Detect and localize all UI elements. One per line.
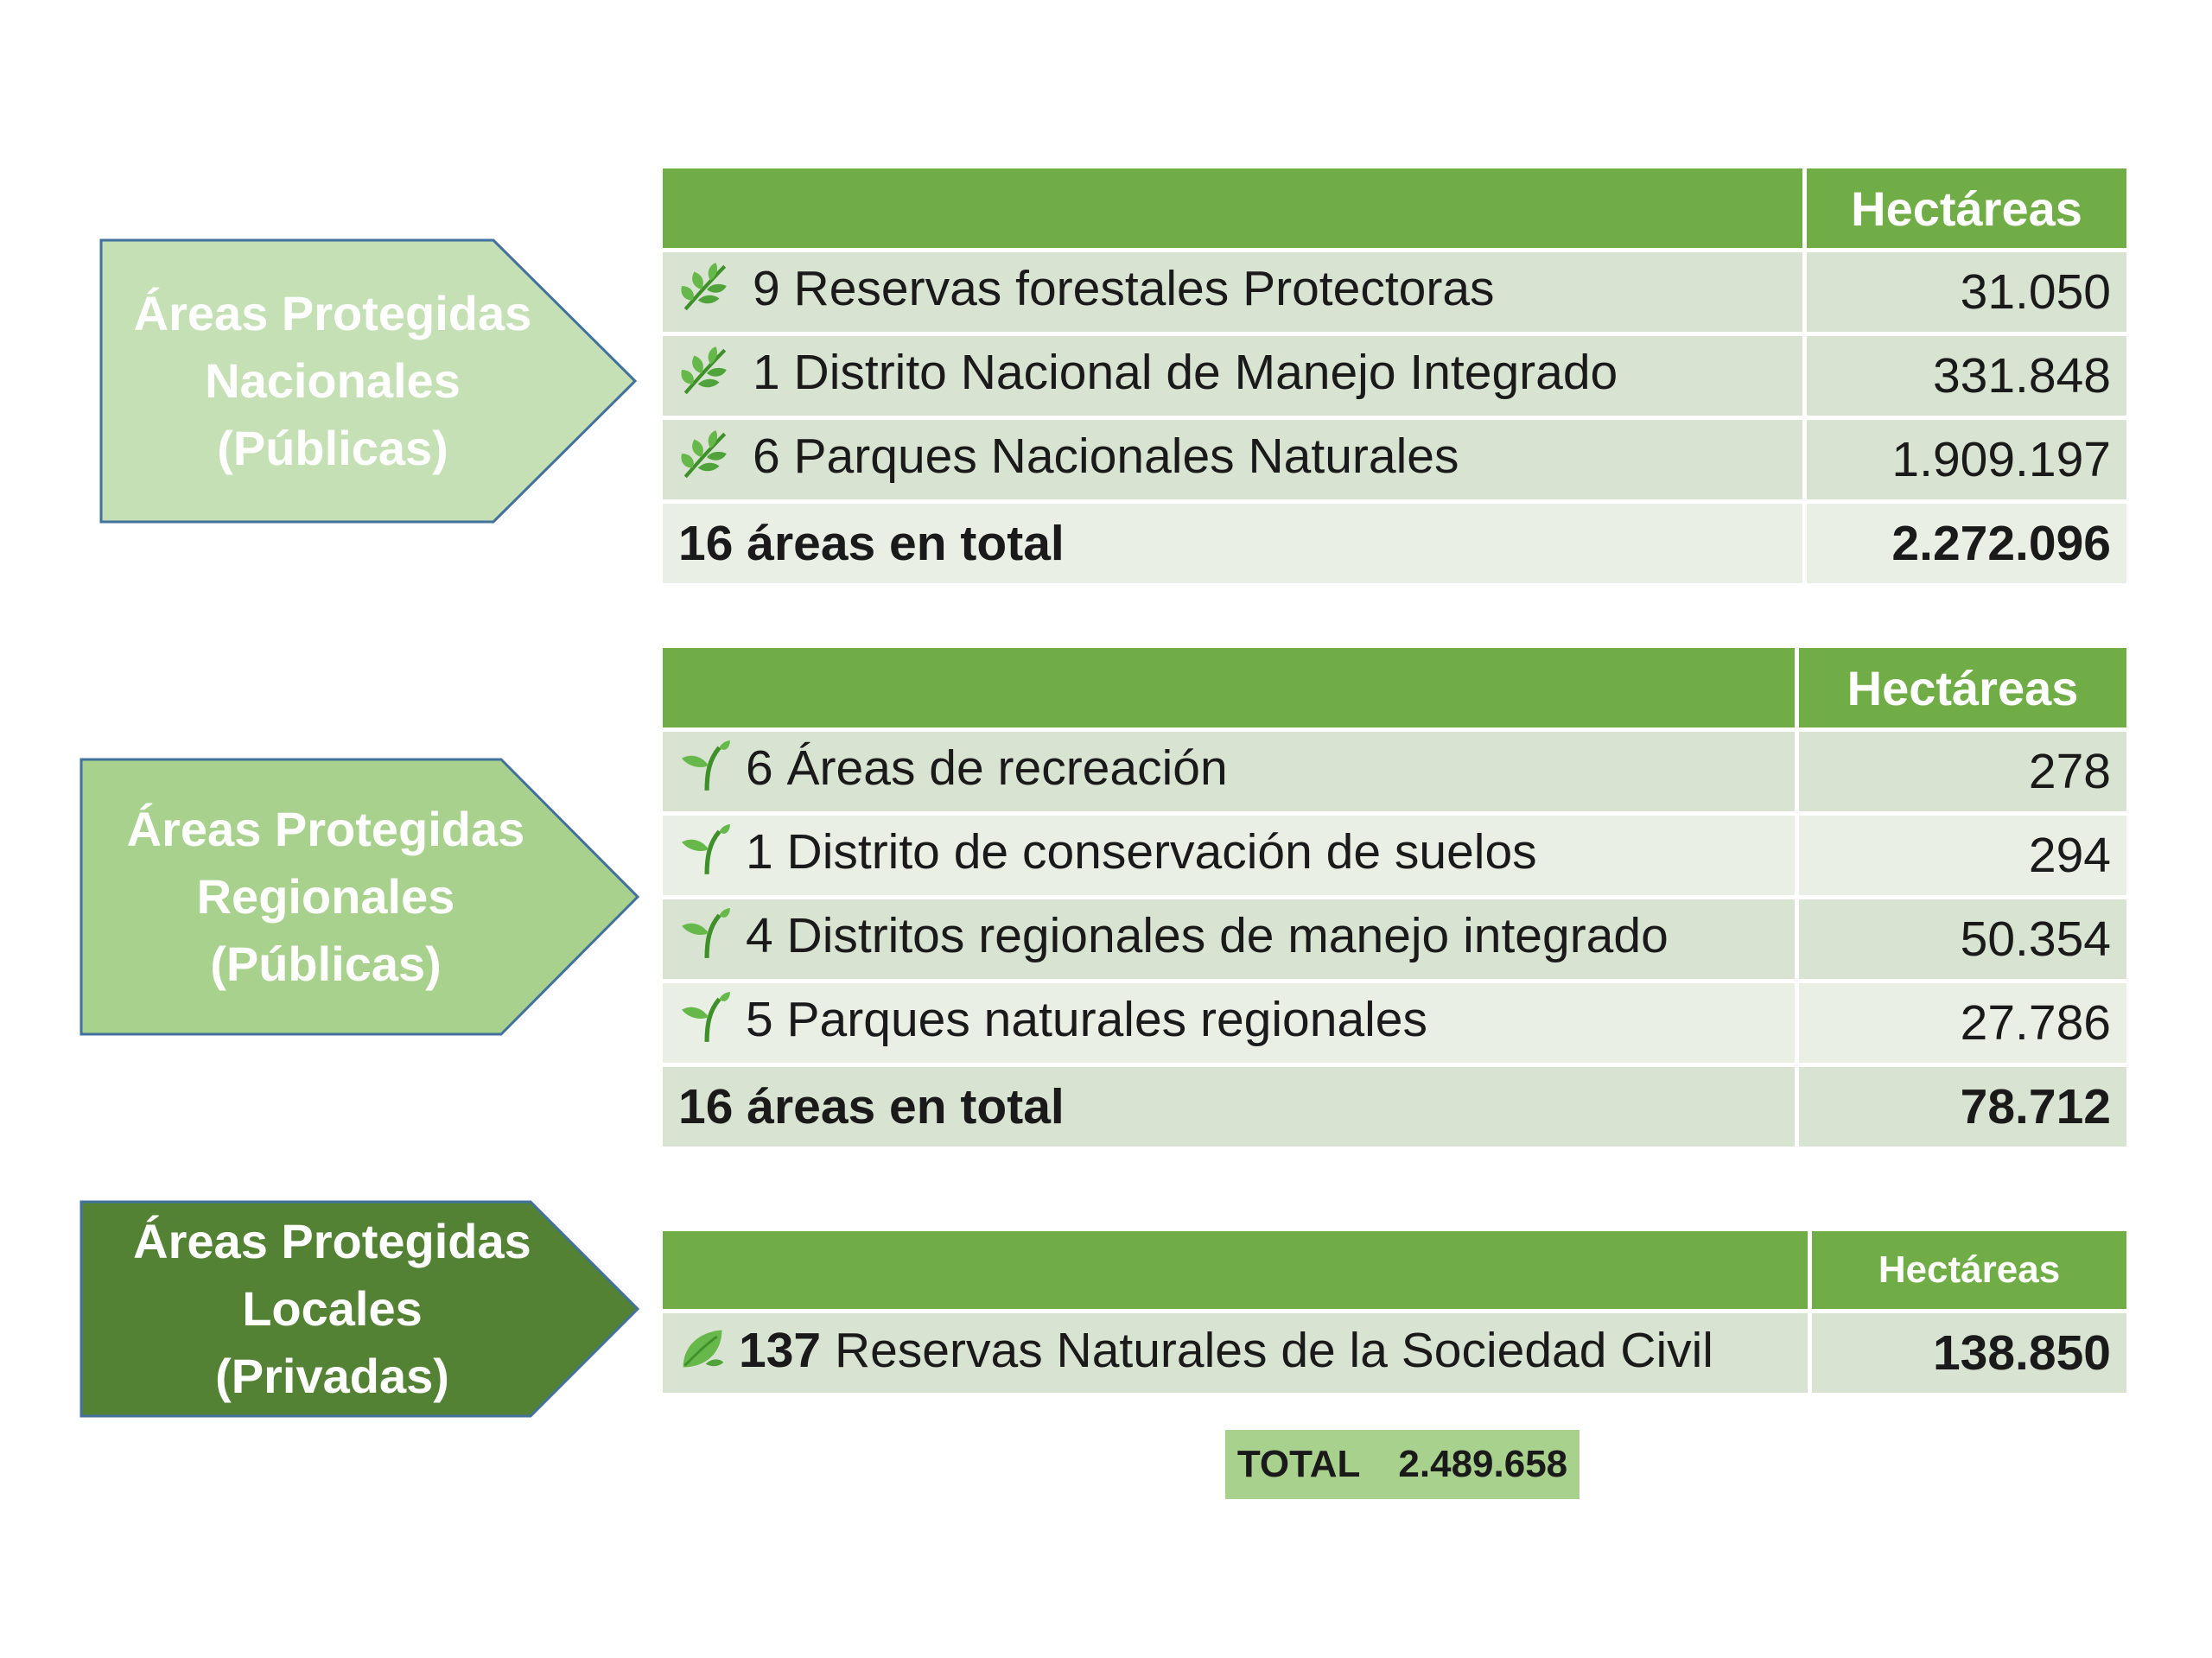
grand-total-box xyxy=(1225,1430,1580,1499)
table-row xyxy=(661,981,2129,1065)
header-hectareas: Hectáreas xyxy=(1810,1229,2129,1312)
arrow-line-1: Áreas Protegidas xyxy=(133,286,532,340)
table-regionales xyxy=(658,644,2131,1151)
table-row xyxy=(661,418,2129,502)
row-label: 6 Parques Nacionales Naturales xyxy=(753,429,1459,485)
total-value: 78.712 xyxy=(1797,1065,2129,1149)
row-count: 137 xyxy=(739,1323,822,1379)
header-hectareas: Hectáreas xyxy=(1805,167,2129,251)
row-value: 294 xyxy=(1797,814,2129,898)
header-blank-cell xyxy=(661,646,1797,730)
table-row xyxy=(661,1312,2129,1395)
seedling-icon xyxy=(678,739,732,804)
row-label: 1 Distrito Nacional de Manejo Integrado xyxy=(753,345,1618,401)
arrow-regionales xyxy=(79,758,639,1036)
header-blank-cell xyxy=(661,1229,1810,1312)
arrow-label xyxy=(99,238,566,524)
row-label: 5 Parques naturales regionales xyxy=(746,992,1428,1048)
arrow-line-2: Locales xyxy=(242,1281,423,1336)
total-value: 2.272.096 xyxy=(1805,502,2129,586)
row-value: 50.354 xyxy=(1797,898,2129,981)
table-locales xyxy=(658,1227,2131,1397)
row-label-cell xyxy=(661,730,1797,814)
arrow-locales xyxy=(79,1200,639,1418)
herb-icon xyxy=(678,427,732,492)
header-hectareas: Hectáreas xyxy=(1797,646,2129,730)
arrow-line-3: (Privadas) xyxy=(215,1349,449,1403)
table-row xyxy=(661,814,2129,898)
arrow-line-3: (Públicas) xyxy=(217,421,448,475)
arrow-label xyxy=(79,758,572,1036)
arrow-nacionales xyxy=(99,238,637,524)
row-value: 138.850 xyxy=(1810,1312,2129,1395)
row-label-cell xyxy=(661,981,1797,1065)
table-row xyxy=(661,730,2129,814)
row-label: Reservas Naturales de la Sociedad Civil xyxy=(821,1323,1713,1379)
row-label-cell xyxy=(661,814,1797,898)
table-header-row xyxy=(661,1229,2129,1312)
seedling-icon xyxy=(678,823,732,888)
row-label: 4 Distritos regionales de manejo integrado xyxy=(746,908,1669,964)
row-value: 278 xyxy=(1797,730,2129,814)
row-label: 9 Reservas forestales Protectoras xyxy=(753,261,1495,317)
table-nacionales xyxy=(658,164,2131,588)
grand-total-label: TOTAL xyxy=(1236,1443,1361,1485)
row-label-cell xyxy=(661,898,1797,981)
grand-total-value: 2.489.658 xyxy=(1398,1443,1568,1485)
arrow-line-3: (Públicas) xyxy=(210,937,442,991)
arrow-line-1: Áreas Protegidas xyxy=(133,1214,531,1268)
leaf-icon xyxy=(678,1324,727,1384)
arrow-line-2: Nacionales xyxy=(205,353,461,408)
seedling-icon xyxy=(678,990,732,1056)
row-value: 1.909.197 xyxy=(1805,418,2129,502)
row-value: 27.786 xyxy=(1797,981,2129,1065)
total-label: 16 áreas en total xyxy=(661,502,1805,586)
row-value: 331.848 xyxy=(1805,334,2129,418)
header-blank-cell xyxy=(661,167,1805,251)
arrow-line-1: Áreas Protegidas xyxy=(126,802,525,856)
total-label: 16 áreas en total xyxy=(661,1065,1797,1149)
table-row xyxy=(661,251,2129,334)
table-header-row xyxy=(661,167,2129,251)
row-label-cell xyxy=(661,1312,1810,1395)
table-total-row xyxy=(661,1065,2129,1149)
table-header-row xyxy=(661,646,2129,730)
row-label-cell xyxy=(661,334,1805,418)
row-label-cell xyxy=(661,418,1805,502)
seedling-icon xyxy=(678,906,732,972)
row-label-cell xyxy=(661,251,1805,334)
table-row xyxy=(661,898,2129,981)
row-value: 31.050 xyxy=(1805,251,2129,334)
table-row xyxy=(661,334,2129,418)
row-label: 1 Distrito de conservación de suelos xyxy=(746,824,1537,880)
herb-icon xyxy=(678,343,732,409)
row-label: 6 Áreas de recreación xyxy=(746,740,1228,797)
table-total-row xyxy=(661,502,2129,586)
herb-icon xyxy=(678,259,732,325)
arrow-line-2: Regionales xyxy=(196,869,455,924)
arrow-label xyxy=(79,1200,585,1418)
